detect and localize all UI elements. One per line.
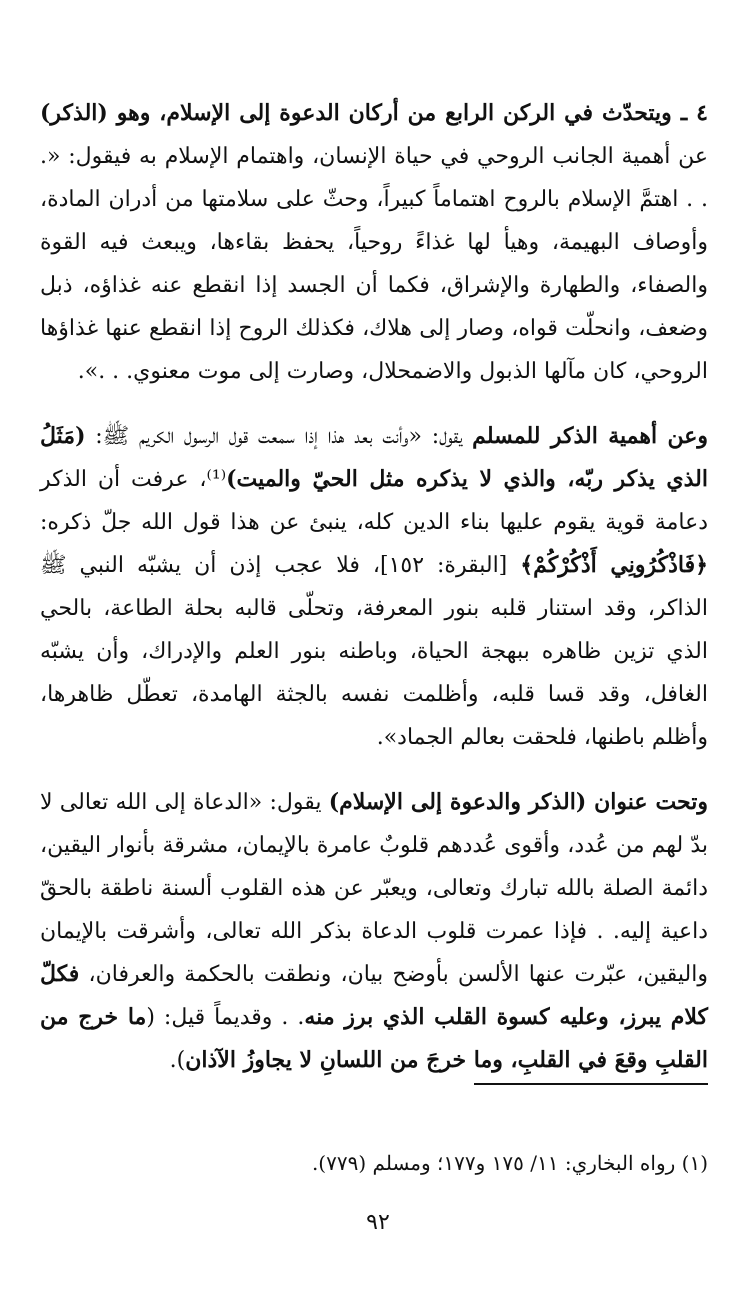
text-run: ). [169, 1048, 186, 1073]
text-run: ⁽¹⁾، عرفت أن الذكر دعامة قوية يقوم عليها بناء الدين كله، ينبئ عن هذا قول الله جلّ ذكره: [40, 467, 709, 535]
bold-text: فكلّ كلام يبرز، وعليه كسوة القلب الذي برز منه [40, 961, 709, 1030]
text-run: . . وقديماً قيل: ( [146, 1005, 305, 1030]
bold-text: ٤ ـ ويتحدّث في الركن الرابع من أركان الدعوة إلى الإسلام، وهو (الذكر) [40, 100, 708, 126]
bold-text: (مَثَلُ الذي يذكر ربّه، والذي لا يذكره مثل الحيّ والميت) [40, 423, 708, 492]
text-run: يقول: «الدعاة إلى الله تعالى لا بدّ لهم من عُدد، وأقوى عُددهم قلوبٌ عامرة بالإيمان، مشرقة بأنوار اليقين، دائمة الصلة بالله تبارك وتعالى، ويعبّر عن هذه القلوب ألسنة ناطقة بالحقّ داعية إليه. . فإذا عمرت قلوب الدعاة بذكر الله تعالى، وأشرقت بالإيمان واليقين، عبّرت عنها الألسن بأوضح بيان، ونطقت بالحكمة والعرفان، [40, 790, 708, 987]
paragraph [40, 92, 708, 393]
text-run: يقول: «وأنت بعد هذا إذا سمعت قول الرسول الكريم ﷺ: [85, 424, 473, 449]
footnote-separator [474, 1083, 708, 1085]
page-number: ٩٢ [366, 1210, 390, 1235]
text-run: [البقرة: ١٥٢]، فلا عجب إذن أن يشبّه النبي ﷺ الذاكر، وقد استنار قلبه بنور المعرفة، وتحلّى قالبه بحلة الطاعة، بالحي الذي تزين ظاهره ببهجة الحياة، وباطنه بنور العلم والإدراك، وأن يشبّه الغافل، وقد قسا قلبه، وأظلمت نفسه بالجثة الهامدة، تعطّل ظاهرها، وأظلم باطنها، فلحقت بعالم الجماد». [40, 553, 708, 750]
paragraph [40, 781, 708, 1082]
bold-text: ما خرج من القلبِ وقعَ في القلبِ، وما خرجَ من اللسانِ لا يجاوزُ الآذان [40, 1004, 708, 1073]
bold-text: وعن أهمية الذكر للمسلم [472, 423, 708, 449]
body-text [40, 92, 708, 1082]
footnote: (١) رواه البخاري: ١١/ ١٧٥ و١٧٧؛ ومسلم (٧٧٩). [311, 1151, 708, 1175]
text-run: عن أهمية الجانب الروحي في حياة الإنسان، واهتمام الإسلام به فيقول: «. . . اهتمَّ الإسلام بالروح اهتماماً كبيراً، وحثّ على سلامتها من أدران المادة، وأوصاف البهيمة، وهيأ لها غذاءً روحياً، يحفظ بقاءها، ويبعث فيه القوة والصفاء، والطهارة والإشراق، فكما أن الجسد إذا انقطع عنه غذاؤه، ذبل وضعف، وانحلّت قواه، وصار إلى هلاك، فكذلك الروح إذا انقطع عنها غذاؤها الروحي، كان مآلها الذبول والاضمحلال، وصارت إلى موت معنوي. . .». [40, 144, 708, 384]
bold-text: ﴿فَاذْكُرُونِي أَذْكُرْكُمْ﴾ [520, 552, 709, 578]
paragraph [40, 415, 708, 759]
bold-text: وتحت عنوان (الذكر والدعوة إلى الإسلام) [328, 789, 708, 815]
